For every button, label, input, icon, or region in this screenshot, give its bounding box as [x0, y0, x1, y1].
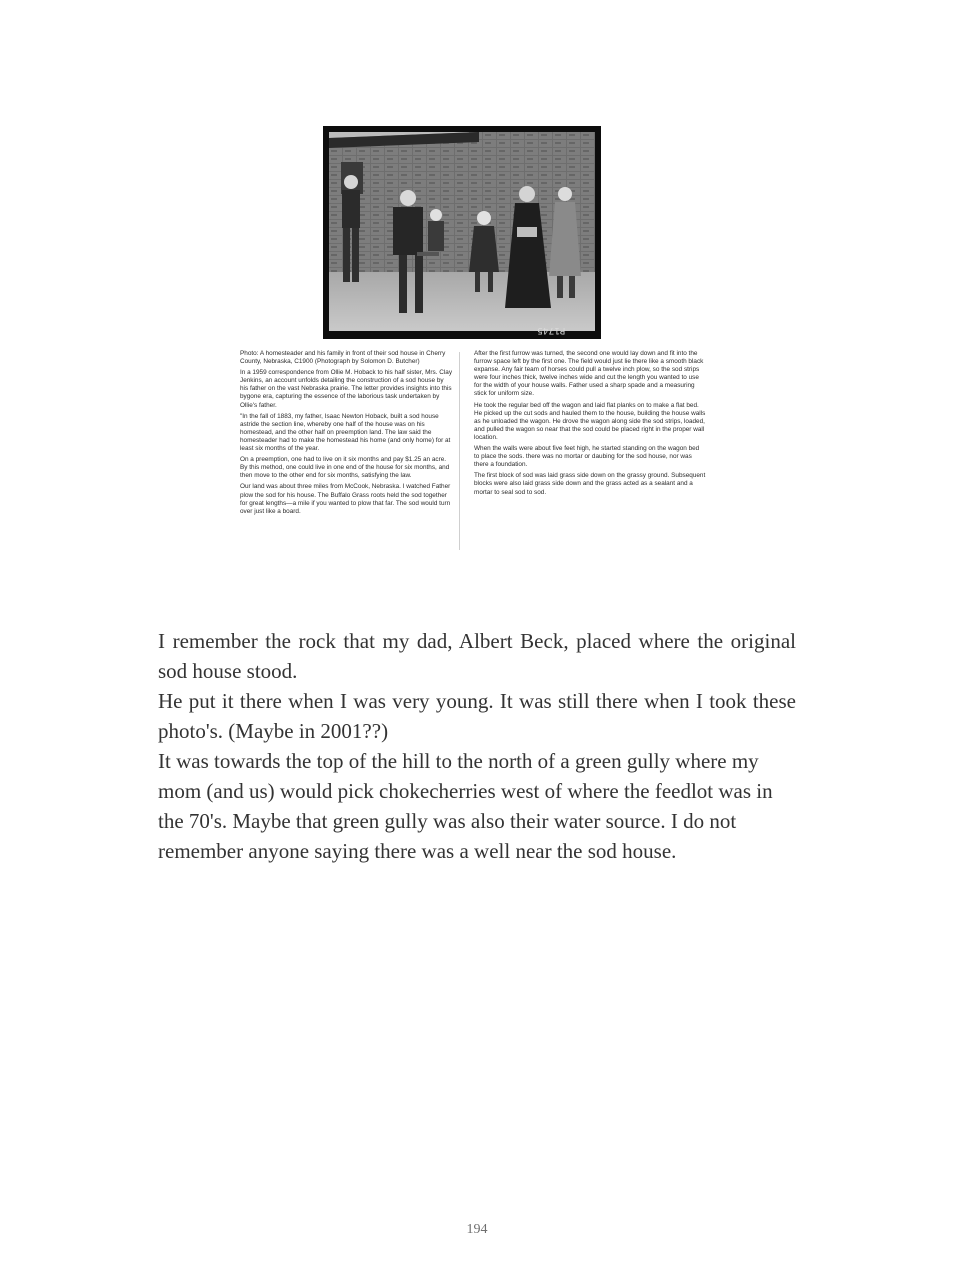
- clipping-paragraph: He took the regular bed off the wagon and laid flat planks on to make a flat bed. He picked up the cut sods and hauled them to the house, building the house walls as he unloaded the wagon. He drove the wagon along side the sod strips, loaded, and pulled the wagon so near that the sod could be placed right in the proper wall location.: [474, 401, 706, 441]
- clipping-paragraph: When the walls were about five feet high, he started standing on the wagon bed to place the sods. there was no mortar or daubing for the sod house, nor was there a foundation.: [474, 445, 700, 469]
- clipping-column-divider: [459, 352, 460, 550]
- clipping-paragraph: On a preemption, one had to live on it six months and pay $1.25 an acre. By this method, one could live in one end of the house for six months, and then move to the other end for six months, satisfying the law.: [240, 456, 450, 480]
- clipping-paragraph: "In the fall of 1883, my father, Isaac Newton Hoback, built a sod house astride the section line, whereby one half of the house was on his homestead, and the other half on preemption land. The law said the homesteader had to make the homestead his home (and only home) for at least six months of the year.: [240, 412, 451, 453]
- photo-plate-number: P1745: [536, 325, 565, 335]
- homestead-family-photo: [323, 126, 601, 339]
- body-paragraph: It was towards the top of the hill to the north of a green gully where my mom (and us) would pick chokecherries west of where the feedlot was in the 70's. Maybe that green gully was also their water source. I do not remember anyone saying there was a well near the sod house.: [158, 749, 773, 863]
- clipping-left-column: [240, 350, 453, 548]
- clipping-right-column: [474, 350, 706, 548]
- sod-house-family-image: [329, 132, 595, 331]
- historical-photo-frame: [321, 124, 603, 341]
- clipping-paragraph: Photo: A homesteader and his family in front of their sod house in Cherry County, Nebraska, C1900 (Photograph by Solomon D. Butcher): [240, 350, 446, 366]
- body-paragraph: He put it there when I was very young. It was still there when I took these photo's. (Maybe in 2001??): [158, 689, 796, 743]
- clipping-paragraph: The first block of sod was laid grass side down on the grassy ground. Subsequent blocks were also laid grass side down and the grass acted as a sealant and a mortar to seal sod to sod.: [474, 472, 706, 496]
- memoir-body-text: [158, 626, 796, 866]
- clipping-paragraph: After the first furrow was turned, the second one would lay down and fit into the furrow space left by the first one. The field would just lie there like a smooth black expanse. Any fair team of horses could pull a twelve inch plow, so the sod strips were four inches thick, twelve inches wide and cut the length you wanted to use for the width of your house walls. Father used a sharp spade and a measuring stick for uniform size.: [474, 350, 704, 398]
- clipping-paragraph: In a 1959 correspondence from Ollie M. Hoback to his half sister, Mrs. Clay Jenkins, an account unfolds detailing the construction of a sod house by his father on the vast Nebraska prairie. The letter provides insights into this bygone era, capturing the essence of the laborious task undertaken by Ollie's father.: [240, 369, 453, 409]
- clipping-paragraph: Our land was about three miles from McCook, Nebraska. I watched Father plow the sod for his house. The Buffalo Grass roots held the sod together for great lengths—a mile if you wanted to plow that far. The sod would turn over just like a board.: [240, 483, 451, 515]
- page-number: 194: [466, 1222, 488, 1237]
- body-paragraph: I remember the rock that my dad, Albert Beck, placed where the original sod house stood.: [158, 629, 796, 683]
